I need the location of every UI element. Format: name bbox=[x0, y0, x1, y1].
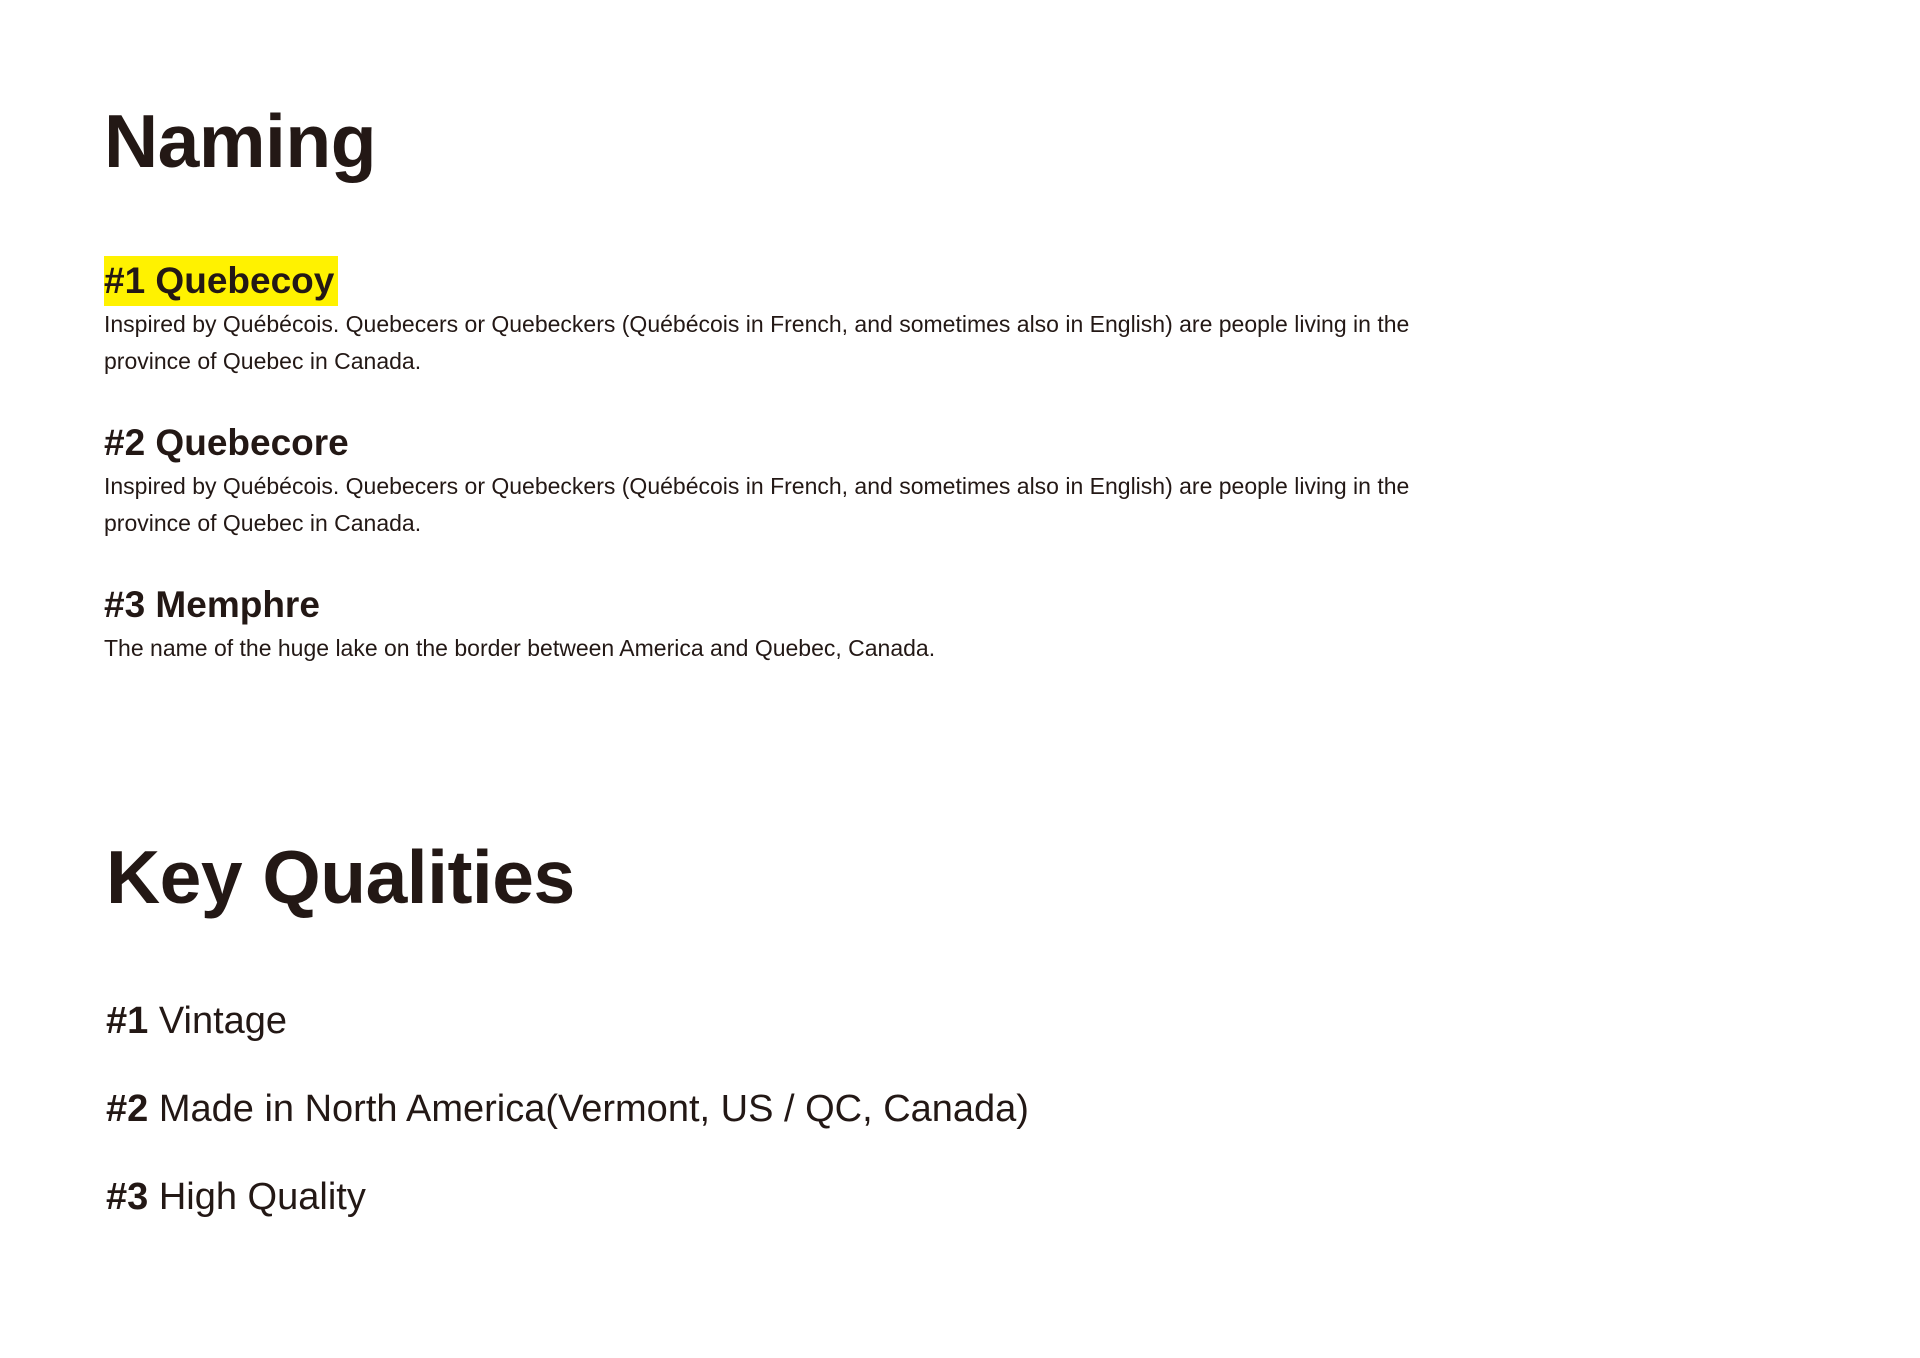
quality-number: #3 bbox=[106, 1176, 149, 1218]
quality-number: #1 bbox=[106, 1000, 149, 1042]
key-qualities-section-title: Key Qualities bbox=[106, 835, 575, 919]
naming-item bbox=[104, 256, 1444, 380]
naming-item bbox=[104, 580, 1444, 667]
naming-item-heading: #3 Memphre bbox=[104, 584, 320, 625]
quality-item bbox=[106, 996, 287, 1046]
naming-item-heading: #1 Quebecoy bbox=[104, 256, 338, 306]
naming-item-heading: #2 Quebecore bbox=[104, 422, 349, 463]
naming-item bbox=[104, 418, 1444, 542]
quality-number: #2 bbox=[106, 1088, 149, 1130]
naming-item-description: The name of the huge lake on the border between America and Quebec, Canada. bbox=[104, 635, 936, 661]
quality-text: High Quality bbox=[158, 1176, 366, 1218]
quality-text: Made in North America(Vermont, US / QC, Canada) bbox=[158, 1088, 1029, 1130]
naming-item-description: Inspired by Québécois. Quebecers or Quebeckers (Québécois in French, and sometimes also in English) are people living in the province of Quebec in Canada. bbox=[104, 473, 1410, 536]
quality-item bbox=[106, 1084, 1029, 1134]
quality-text: Vintage bbox=[158, 1000, 288, 1042]
naming-item-description: Inspired by Québécois. Quebecers or Quebeckers (Québécois in French, and sometimes also in English) are people living in the province of Quebec in Canada. bbox=[104, 311, 1410, 374]
naming-section-title: Naming bbox=[104, 99, 377, 183]
quality-item bbox=[106, 1172, 366, 1222]
